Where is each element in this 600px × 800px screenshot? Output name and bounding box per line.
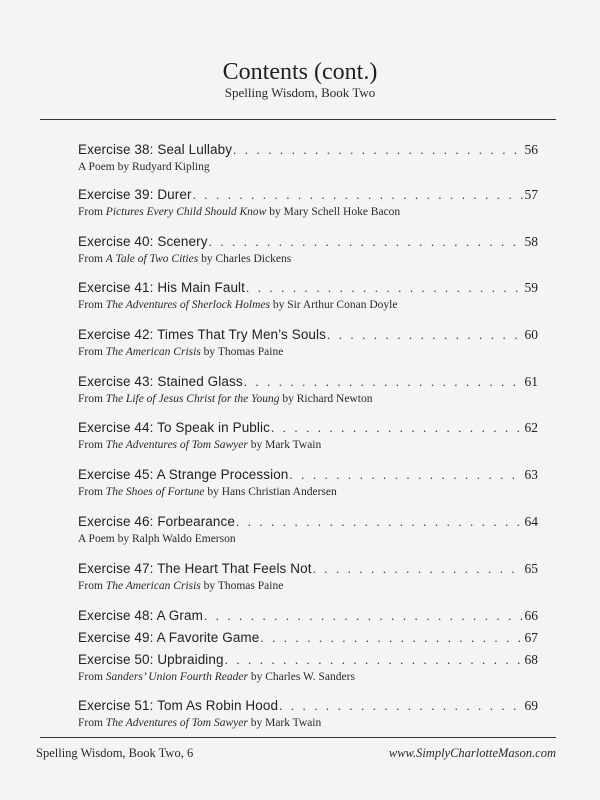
bottom-divider [40, 737, 556, 738]
entry-page-number: 56 [524, 142, 538, 157]
toc-entry [78, 373, 538, 406]
entry-title: Exercise 48: A Gram [78, 608, 203, 623]
entry-page-number: 67 [524, 630, 538, 645]
toc-entry [78, 651, 538, 684]
entry-page-number: 61 [524, 374, 538, 389]
toc-entry [78, 326, 538, 359]
entry-title: Exercise 38: Seal Lullaby [78, 142, 233, 157]
toc-entry [78, 186, 538, 219]
entry-title: Exercise 45: A Strange Procession [78, 467, 289, 482]
toc-entry [78, 629, 538, 646]
entry-source: From The Adventures of Tom Sawyer by Mark Twain [78, 439, 322, 451]
entry-source: A Poem by Rudyard Kipling [78, 161, 210, 173]
entry-title: Exercise 42: Times That Try Men’s Souls [78, 327, 326, 342]
toc-entry [78, 233, 538, 266]
entry-title: Exercise 49: A Favorite Game [78, 630, 260, 645]
entry-source: From The Adventures of Sherlock Holmes by Sir Arthur Conan Doyle [78, 299, 398, 311]
entry-title: Exercise 47: The Heart That Feels Not [78, 561, 312, 576]
toc-entry [78, 513, 538, 546]
entry-title: Exercise 39: Durer [78, 187, 192, 202]
dot-leader [289, 466, 523, 483]
toc-entry [78, 141, 538, 174]
entry-title: Exercise 46: Forbearance [78, 514, 235, 529]
entry-source: From Pictures Every Child Should Know by Mary Schell Hoke Bacon [78, 206, 401, 218]
entry-page-number: 57 [524, 187, 538, 202]
footer-page-label: Spelling Wisdom, Book Two, 6 [36, 746, 194, 760]
dot-leader [233, 141, 523, 158]
entry-page-number: 60 [524, 327, 538, 342]
dot-leader [279, 697, 523, 714]
dot-leader [225, 651, 524, 668]
entry-page-number: 66 [524, 608, 538, 623]
footer-website: www.SimplyCharlotteMason.com [388, 746, 556, 760]
dot-leader [193, 186, 524, 203]
entry-page-number: 59 [524, 280, 538, 295]
entry-page-number: 68 [524, 652, 538, 667]
toc-entry [78, 419, 538, 452]
entry-source: From A Tale of Two Cities by Charles Dickens [78, 253, 292, 265]
entry-page-number: 65 [524, 561, 538, 576]
entry-title: Exercise 43: Stained Glass [78, 374, 243, 389]
toc-entry [78, 560, 538, 593]
page-subtitle: Spelling Wisdom, Book Two [224, 85, 376, 100]
toc-entry [78, 697, 538, 730]
dot-leader [244, 373, 524, 390]
entry-page-number: 58 [524, 234, 538, 249]
dot-leader [236, 513, 524, 530]
entry-source: From The Life of Jesus Christ for the Young by Richard Newton [78, 393, 373, 405]
toc-entry [78, 279, 538, 312]
entry-page-number: 62 [524, 420, 538, 435]
entry-title: Exercise 41: His Main Fault [78, 280, 246, 295]
entry-page-number: 69 [524, 698, 538, 713]
toc-entry [78, 607, 538, 624]
dot-leader [209, 233, 524, 250]
entry-title: Exercise 50: Upbraiding [78, 652, 224, 667]
entry-source: From Sanders’ Union Fourth Reader by Charles W. Sanders [78, 671, 355, 683]
dot-leader [313, 560, 524, 577]
top-divider [40, 119, 556, 120]
entry-page-number: 63 [524, 467, 538, 482]
entry-source: From The American Crisis by Thomas Paine [78, 346, 284, 358]
entry-source: From The Shoes of Fortune by Hans Christian Andersen [78, 486, 337, 498]
entry-title: Exercise 40: Scenery [78, 234, 208, 249]
dot-leader [246, 279, 523, 296]
dot-leader [271, 419, 524, 436]
entry-source: From The Adventures of Tom Sawyer by Mark Twain [78, 717, 322, 729]
toc-entry [78, 466, 538, 499]
entry-page-number: 64 [524, 514, 538, 529]
dot-leader [260, 629, 523, 646]
entry-source: From The American Crisis by Thomas Paine [78, 580, 284, 592]
page-title: Contents (cont.) [222, 59, 378, 85]
entry-source: A Poem by Ralph Waldo Emerson [78, 533, 236, 545]
entry-title: Exercise 44: To Speak in Public [78, 420, 270, 435]
entry-title: Exercise 51: Tom As Robin Hood [78, 698, 279, 713]
dot-leader [327, 326, 524, 343]
dot-leader [204, 607, 524, 624]
